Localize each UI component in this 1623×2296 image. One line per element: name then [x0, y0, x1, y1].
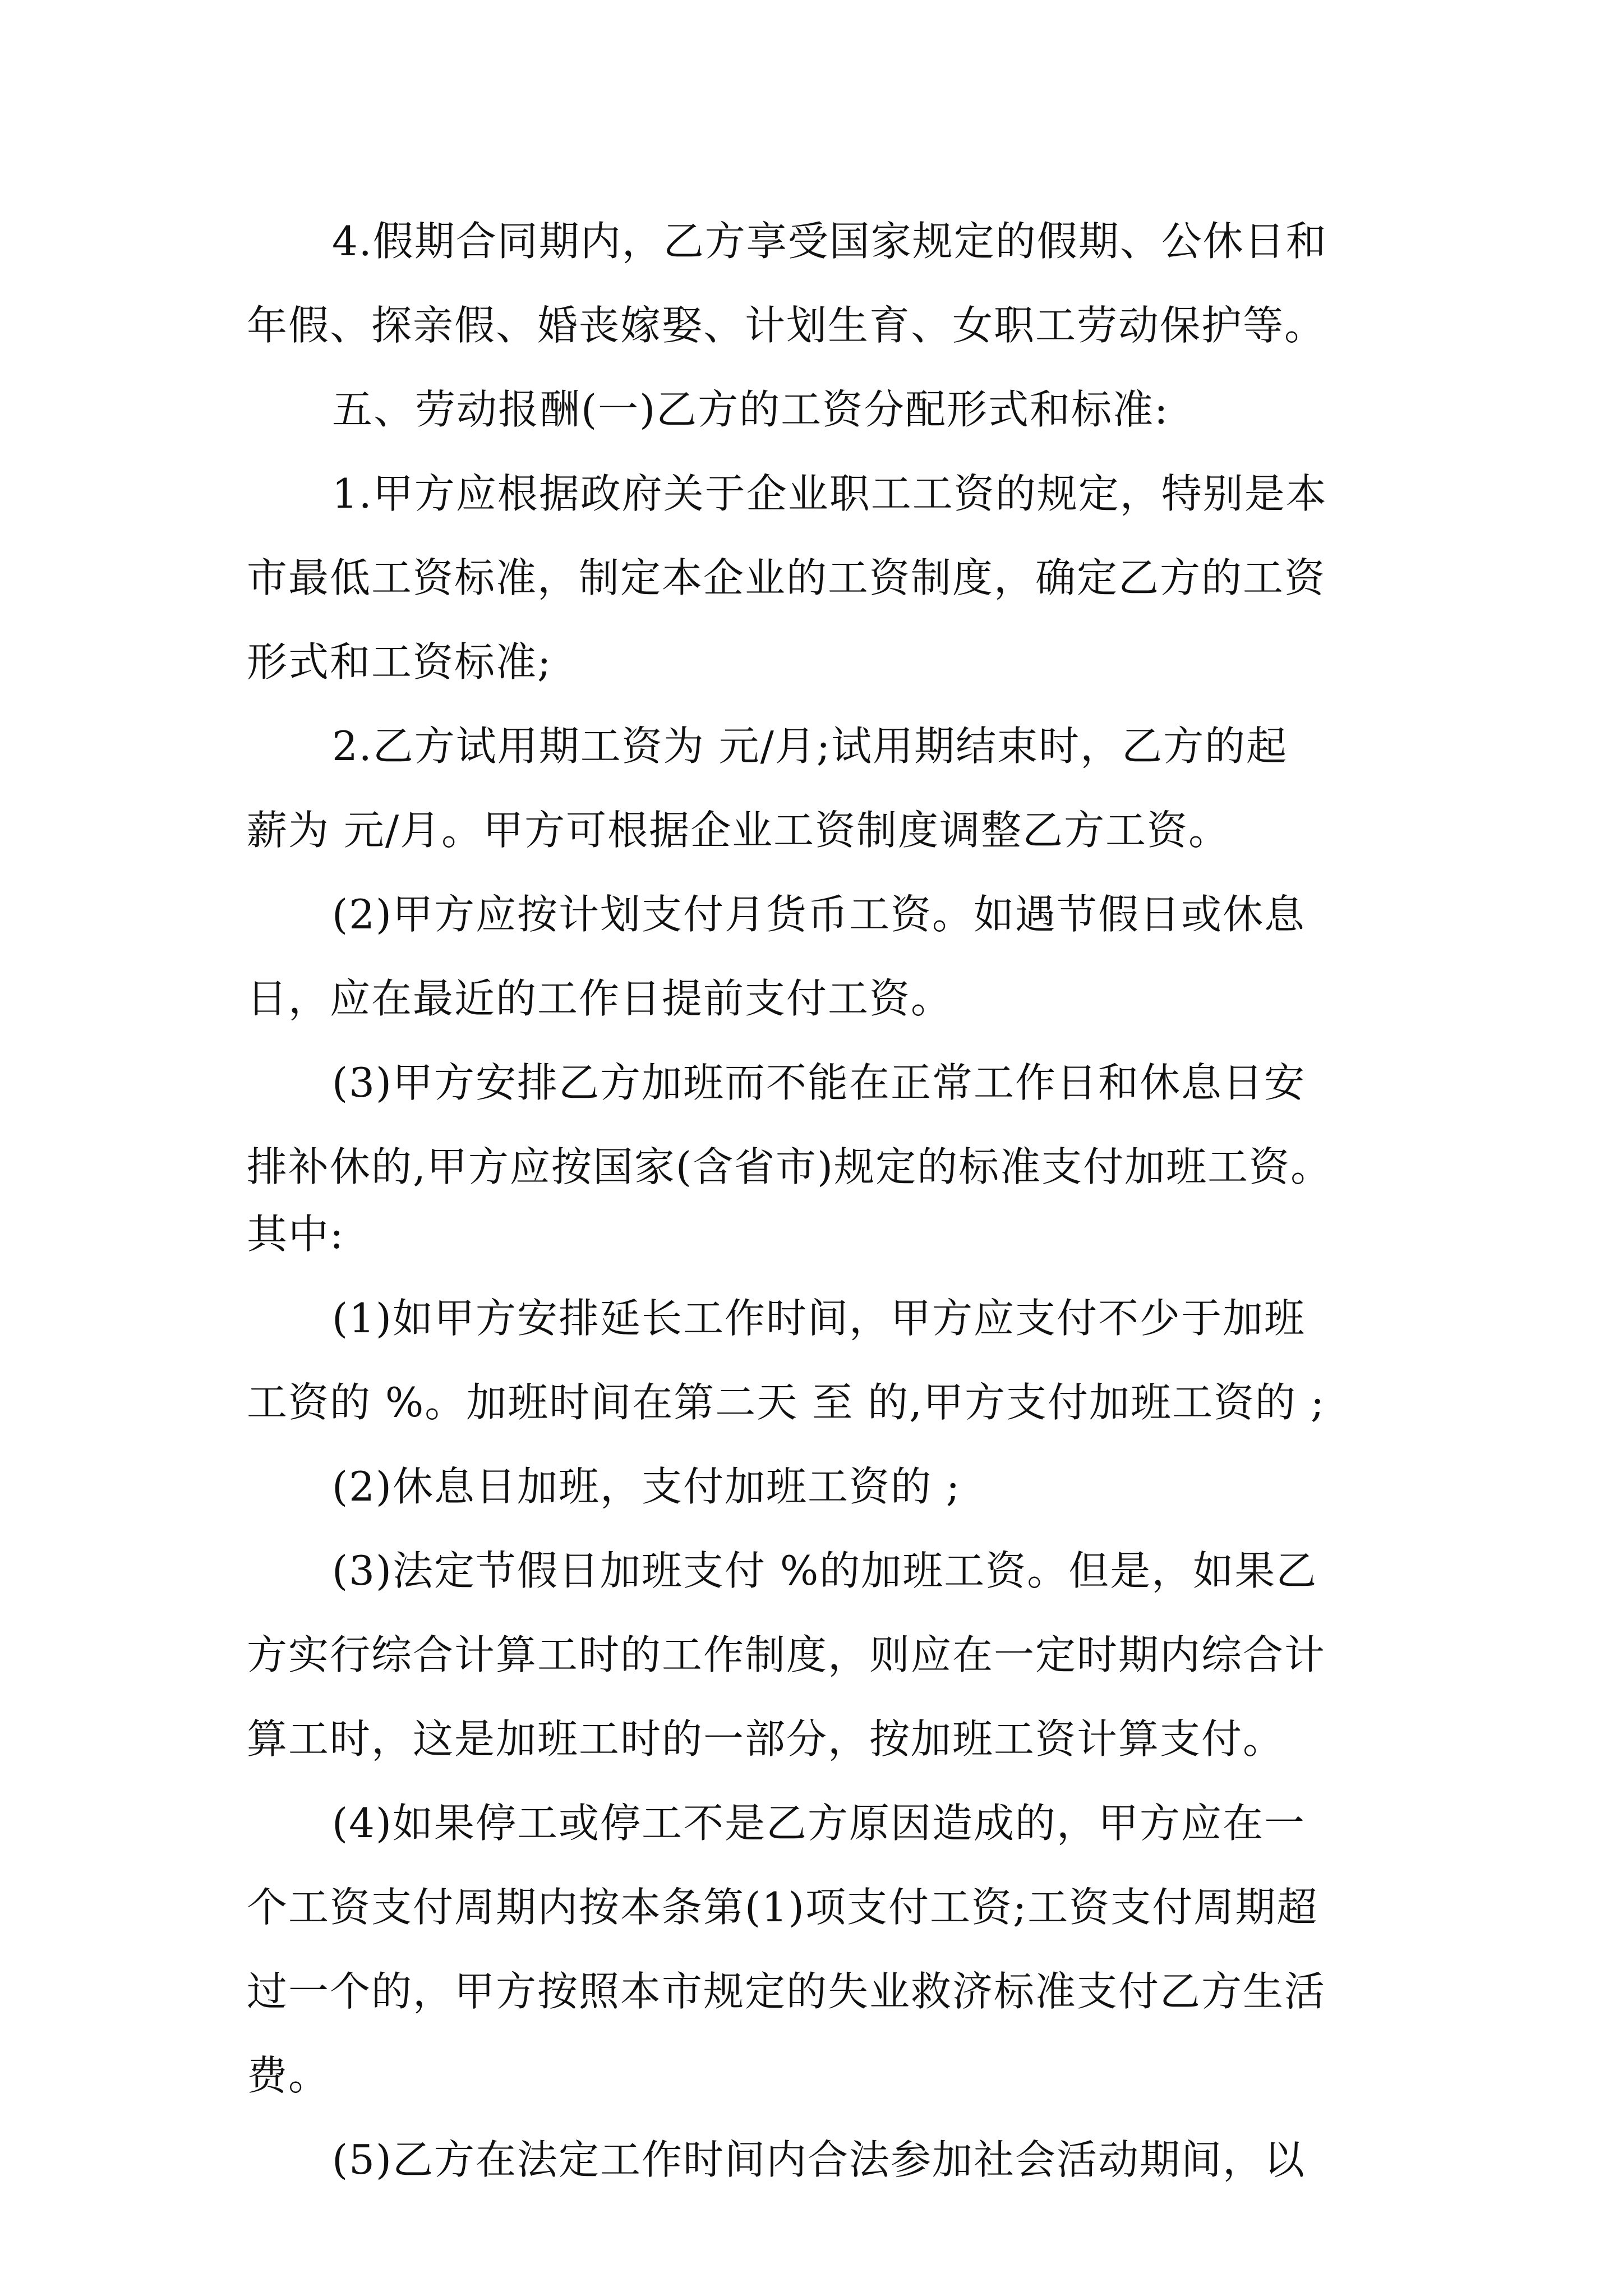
text-line: (2)休息日加班，支付加班工资的 ; — [332, 1463, 961, 1510]
text-line: (3)法定节假日加班支付 %的加班工资。但是，如果乙 — [332, 1547, 1318, 1594]
text-line: 个工资支付周期内按本条第(1)项支付工资;工资支付周期超 — [247, 1884, 1318, 1931]
text-line: 排补休的,甲方应按国家(含省市)规定的标准支付加班工资。 — [247, 1143, 1332, 1190]
text-line: (2)甲方应按计划支付月货币工资。如遇节假日或休息 — [332, 891, 1306, 938]
text-line: 形式和工资标准; — [247, 638, 552, 685]
section-heading: 五、劳动报酬(一)乙方的工资分配形式和标准: — [332, 386, 1169, 433]
text-line: 过一个的，甲方按照本市规定的失业救济标准支付乙方生活 — [247, 1968, 1326, 2015]
text-line: (4)如果停工或停工不是乙方原因造成的，甲方应在一 — [332, 1800, 1306, 1847]
text-line: 方实行综合计算工时的工作制度，则应在一定时期内综合计 — [247, 1631, 1326, 1678]
text-line: 费。 — [247, 2052, 330, 2099]
text-line: 4.假期合同期内，乙方享受国家规定的假期、公休日和 — [332, 218, 1327, 265]
text-line: 工资的 %。加班时间在第二天 至 的,甲方支付加班工资的 ; — [247, 1379, 1326, 1426]
text-line: 2.乙方试用期工资为 元/月;试用期结束时，乙方的起 — [332, 723, 1288, 770]
text-line: 日，应在最近的工作日提前支付工资。 — [247, 975, 953, 1022]
text-line: 算工时，这是加班工时的一部分，按加班工资计算支付。 — [247, 1715, 1285, 1763]
text-line: 市最低工资标准，制定本企业的工资制度，确定乙方的工资 — [247, 554, 1326, 601]
text-line: 年假、探亲假、婚丧嫁娶、计划生育、女职工劳动保护等。 — [247, 302, 1326, 349]
text-line: 薪为 元/月。甲方可根据企业工资制度调整乙方工资。 — [247, 807, 1230, 854]
text-line: (3)甲方安排乙方加班而不能在正常工作日和休息日安 — [332, 1059, 1306, 1106]
text-line: 1.甲方应根据政府关于企业职工工资的规定，特别是本 — [332, 470, 1327, 517]
text-line: (5)乙方在法定工作时间内合法参加社会活动期间，以 — [332, 2136, 1306, 2183]
text-line: 其中: — [247, 1211, 345, 1258]
text-line: (1)如甲方安排延长工作时间，甲方应支付不少于加班 — [332, 1295, 1306, 1342]
